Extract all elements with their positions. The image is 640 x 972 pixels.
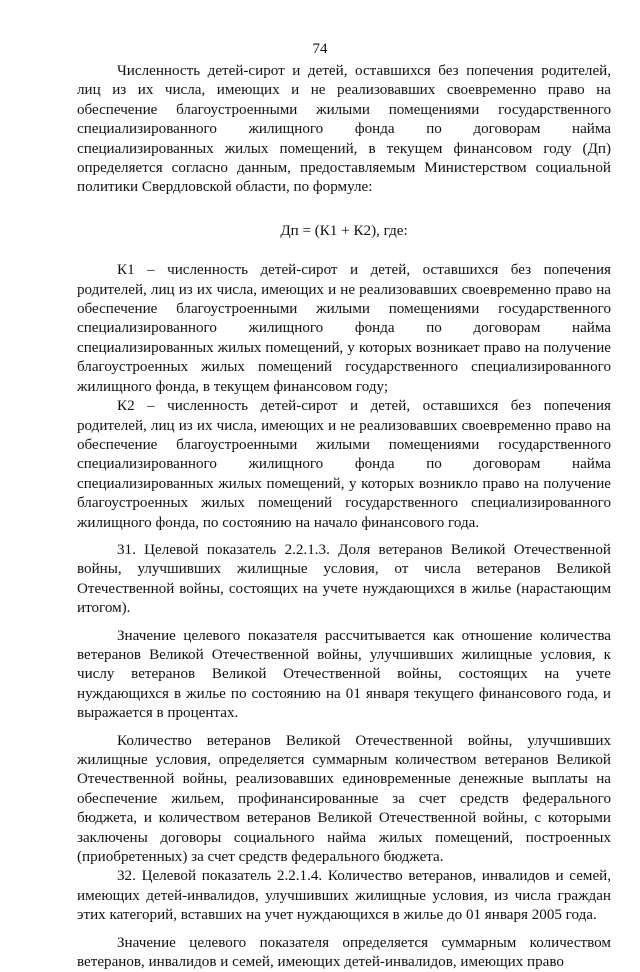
formula-dp: Дп = (К1 + К2), где: xyxy=(280,222,408,239)
paragraph-indicator-31: 31. Целевой показатель 2.2.1.3. Доля ветеранов Великой Отечественной войны, улучшивших жилищные условия, от числа ветеранов Великой Отечественной войны, состоящих на учете нуждающихся в жилье (нарастающим итогом). xyxy=(77,541,611,617)
page-number: 74 xyxy=(312,41,328,57)
paragraph-k1-definition: К1 – численность детей-сирот и детей, оставшихся без попечения родителей, лиц из их числа, имеющих и не реализовавших своевременно право на обеспечение благоустроенными жилыми помещениями государственного специализированного жилищного фонда по договорам найма специализированных жилых помещений, у которых возникает право на получение благоустроенных жилых помещений государственного специализированного жилищного фонда, в текущем финансовом году; xyxy=(77,262,611,395)
paragraph-indicator-31-count: Количество ветеранов Великой Отечественной войны, улучшивших жилищные условия, определяется суммарным количеством ветеранов Великой Отечественной войны, реализовавших единовременные денежные выплаты на обеспечение жильем, профинансированные за счет средств федерального бюджета, и количеством ветеранов Великой Отечественной войны, с которыми заключены договоры социального найма жилых помещений, построенных (приобретенных) за счет средств федерального бюджета. xyxy=(77,732,611,866)
paragraph-indicator-32: 32. Целевой показатель 2.2.1.4. Количество ветеранов, инвалидов и семей, имеющих детей-инвалидов, улучшивших жилищные условия, из числа граждан этих категорий, вставших на учет нуждающихся в жилье до 01 января 2005 года. xyxy=(77,868,611,924)
paragraph-dp-definition: Численность детей-сирот и детей, оставшихся без попечения родителей, лиц из их числа, имеющих и не реализовавших своевременно право на обеспечение благоустроенными жилыми помещениями государственного специализированного жилищного фонда по договорам найма специализированных жилых помещений, в текущем финансовом году (Дп) определяется согласно данным, предоставляемым Министерством социальной политики Свердловской области, по формуле: xyxy=(77,63,611,196)
document-body xyxy=(77,62,611,972)
paragraph-indicator-32-calculation: Значение целевого показателя определяется суммарным количеством ветеранов, инвалидов и семей, имеющих детей-инвалидов, имеющих право xyxy=(77,934,611,971)
paragraph-indicator-31-calculation: Значение целевого показателя рассчитывается как отношение количества ветеранов Великой Отечественной войны, улучшивших жилищные условия, к числу ветеранов Великой Отечественной войны, состоящих на учете нуждающихся в жилье по состоянию на 01 января текущего финансового года, и выражается в процентах. xyxy=(77,627,611,722)
paragraph-k2-definition: К2 – численность детей-сирот и детей, оставшихся без попечения родителей, лиц из их числа, имеющих и не реализовавших своевременно право на обеспечение благоустроенными жилыми помещениями государственного специализированного жилищного фонда по договорам найма специализированных жилых помещений, у которых возникло право на получение благоустроенных жилых помещений государственного специализированного жилищного фонда, по состоянию на начало финансового года. xyxy=(77,398,611,531)
